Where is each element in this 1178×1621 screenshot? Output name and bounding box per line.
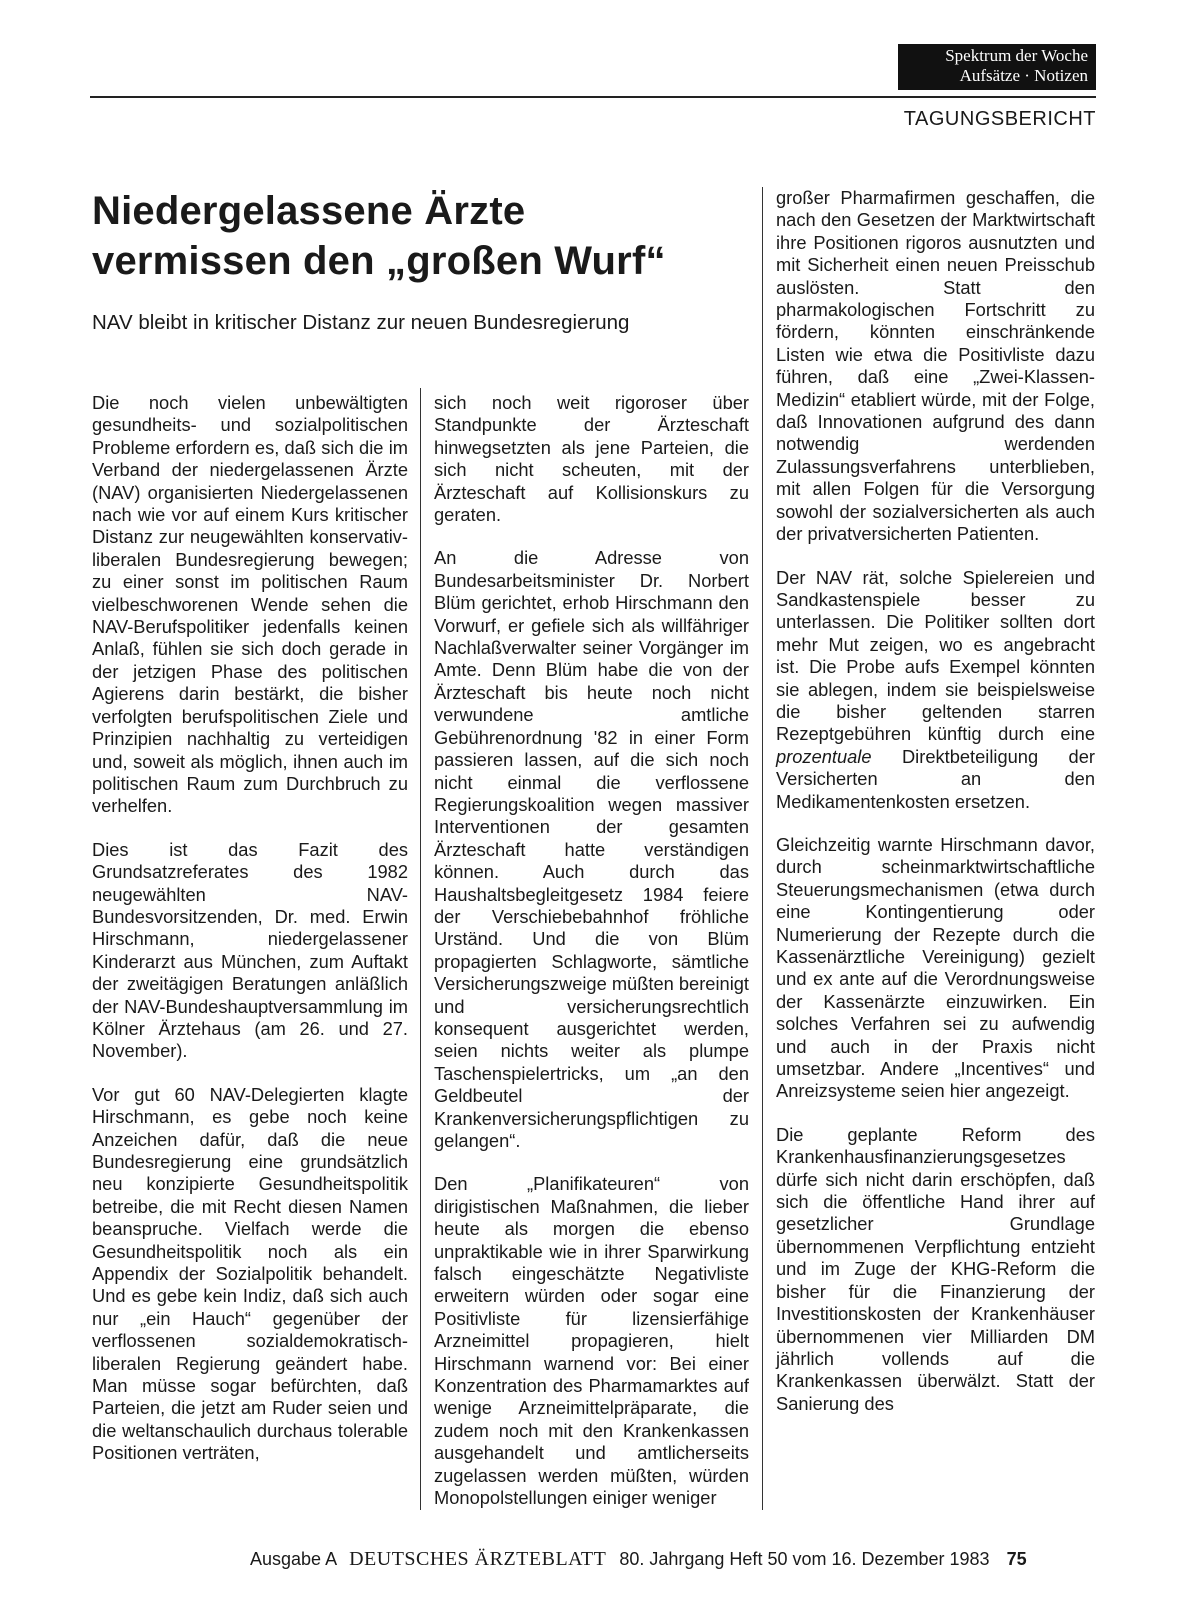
footer-issue: 80. Jahrgang Heft 50 vom 16. Dezember 1983 xyxy=(619,1549,990,1569)
footer-edition: Ausgabe A xyxy=(250,1549,337,1569)
header-rule xyxy=(90,96,1096,98)
column-divider xyxy=(420,388,421,1510)
paragraph-text: Der NAV rät, solche Spielereien und Sandkastenspiele besser zu unterlassen. Die Politiker sollten dort mehr Mut zeigen, wo es angebracht ist. Die Probe aufs Exempel könnten sie ablegen, indem sie beispielsweise die bisher geltenden starren Rezeptgebühren künftig durch eine xyxy=(776,566,1095,745)
emphasis-text: prozentuale xyxy=(776,745,872,767)
paragraph: An die Adresse von Bundesarbeitsminister Dr. Norbert Blüm gerichtet, erhob Hirschmann den Vorwurf, er gefiele sich als willfähriger Nachlaßverwalter seiner Vorgänger im Amte. Denn Blüm habe die von der Ärzteschaft bis heute noch nicht verwundene amtliche Gebührenordnung '82 in einer Form passieren lassen, auf die sich noch nicht einmal die verflossene Regierungskoalition wegen massiver Interventionen der gesamten Ärzteschaft hatte verständigen können. Auch durch das Haushaltsbegleitgesetz 1984 feiere der Verschiebebahnhof fröhliche Urständ. Und die von Blüm propagierten Schlagworte, sämtliche Versicherungszweige müßten bereinigt und versicherungsrechtlich konsequent ausgerichtet werden, seien nichts weiter als plumpe Taschenspielertricks, um „an den Geldbeutel der Krankenversicherungspflichtigen zu gelangen“. xyxy=(434,547,750,1151)
page-number: 75 xyxy=(1006,1549,1027,1569)
paragraph-text: Direktbeteiligung der Versicherten an den Medikamentenkosten ersetzen. xyxy=(776,745,1095,812)
text-column-1 xyxy=(92,392,408,1486)
section-label-line2: Aufsätze · Notizen xyxy=(959,66,1088,85)
paragraph xyxy=(776,567,1095,813)
paragraph: Dies ist das Fazit des Grundsatzreferates des 1982 neugewählten NAV-Bundesvorsitzenden, Dr. med. Erwin Hirschmann, niedergelassener Kinderarzt aus München, zum Auftakt der zweitägigen Beratungen anläßlich der NAV-Bundeshauptversammlung im Kölner Ärztehaus (am 26. und 27. November). xyxy=(92,838,408,1062)
page-footer xyxy=(250,1548,1096,1571)
section-label xyxy=(898,44,1096,90)
paragraph: Vor gut 60 NAV-Delegierten klagte Hirschmann, es gebe noch keine Anzeichen dafür, daß die neue Bundesregierung eine grundsätzlich neu konzipierte Gesundheitspolitik betreibe, die mit Recht diesen Namen beanspruche. Vielfach werde die Gesundheitspolitik noch als ein Appendix der Sozialpolitik behandelt. Und es gebe kein Indiz, daß sich auch nur „ein Hauch“ gegenüber der verflossenen sozialdemokratisch-liberalen Regierung geändert habe. Man müsse sogar befürchten, daß Parteien, die jetzt am Ruder seien und die weltanschaulich durchaus tolerable Positionen verträten, xyxy=(92,1083,408,1464)
paragraph: sich noch weit rigoroser über Standpunkte der Ärzteschaft hinwegsetzten als jene Parteien, die sich nicht scheuten, mit der Ärzteschaft auf Kollisionskurs zu geraten. xyxy=(434,392,749,526)
category-label: TAGUNGSBERICHT xyxy=(903,108,1096,130)
text-column-2 xyxy=(434,392,749,1531)
text-column-3 xyxy=(776,187,1095,1436)
paragraph: großer Pharmafirmen geschaffen, die nach den Gesetzen der Marktwirtschaft ihre Positionen rigoros ausnutzten und mit Sicherheit einen neuen Preisschub auslösten. Statt den pharmakologischen Fortschritt zu fördern, könnten einschränkende Listen wie etwa die Positivliste dazu führen, daß eine „Zwei-Klassen-Medizin“ etabliert würde, mit der Folge, daß Innovationen aufgrund des dann notwendig werdenden Zulassungsverfahrens unterblieben, mit allen Folgen für die Versorgung sowohl der sozialversicherten als auch der privatversicherten Patienten. xyxy=(776,187,1095,545)
paragraph: Gleichzeitig warnte Hirschmann davor, durch scheinmarktwirtschaftliche Steuerungsmechanismen (etwa durch eine Kontingentierung oder Numerierung der Rezepte durch die Kassenärztliche Vereinigung) gezielt und ex ante auf die Verordnungsweise der Kassenärzte einzuwirken. Ein solches Verfahren sei zu aufwendig und auch in der Praxis nicht umsetzbar. Andere „Incentives“ und Anreizsysteme seien hier angezeigt. xyxy=(776,833,1095,1102)
article-subtitle: NAV bleibt in kritischer Distanz zur neuen Bundesregierung xyxy=(92,311,630,334)
footer-journal: DEUTSCHES ÄRZTEBLATT xyxy=(349,1548,607,1570)
column-divider xyxy=(762,187,763,1510)
paragraph: Die noch vielen unbewältigten gesundheits- und sozialpolitischen Probleme erfordern es, daß sich die im Verband der niedergelassenen Ärzte (NAV) organisierten Niedergelassenen nach wie vor auf einem Kurs kritischer Distanz zur neugewählten konservativ-liberalen Bundesregierung bewegen; zu einer sonst im politischen Raum vielbeschworenen Wende sehen die NAV-Berufspolitiker jedenfalls keinen Anlaß, fühlen sie sich doch gerade in der jetzigen Phase des politischen Agierens darin bestärkt, die bisher verfolgten berufspolitischen Ziele und Prinzipien nachhaltig zu verteidigen und, soweit als möglich, ihnen auch im politischen Raum zum Durchbruch zu verhelfen. xyxy=(92,392,408,817)
article-title-line2: vermissen den „großen Wurf“ xyxy=(92,239,666,283)
section-label-line1: Spektrum der Woche xyxy=(945,46,1088,65)
paragraph: Den „Planifikateuren“ von dirigistischen Maßnahmen, die lieber heute als morgen die ebenso unpraktikable wie in ihrer Sparwirkung falsch eingeschätzte Negativliste erweitern würden oder sogar eine Positivliste für lizensierfähige Arzneimittel propagieren, hielt Hirschmann warnend vor: Bei einer Konzentration des Pharmamarktes auf wenige Arzneimittelpräparate, die zudem noch mit den Krankenkassen ausgehandelt und amtlicherseits zugelassen werden müßten, würden Monopolstellungen einiger weniger xyxy=(434,1173,749,1509)
paragraph: Die geplante Reform des Krankenhausfinanzierungsgesetzes dürfe sich nicht darin erschöpfen, daß sich die öffentliche Hand ihrer auf gesetzlicher Grundlage übernommenen Verpflichtung entzieht und im Zuge der KHG-Reform die bisher für die Finanzierung der Investitionskosten der Krankenhäuser übernommenen vier Milliarden DM jährlich vollends auf die Krankenkassen überwälzt. Statt der Sanierung des xyxy=(776,1123,1095,1414)
article-title xyxy=(92,186,752,286)
article-title-line1: Niedergelassene Ärzte xyxy=(92,189,526,233)
